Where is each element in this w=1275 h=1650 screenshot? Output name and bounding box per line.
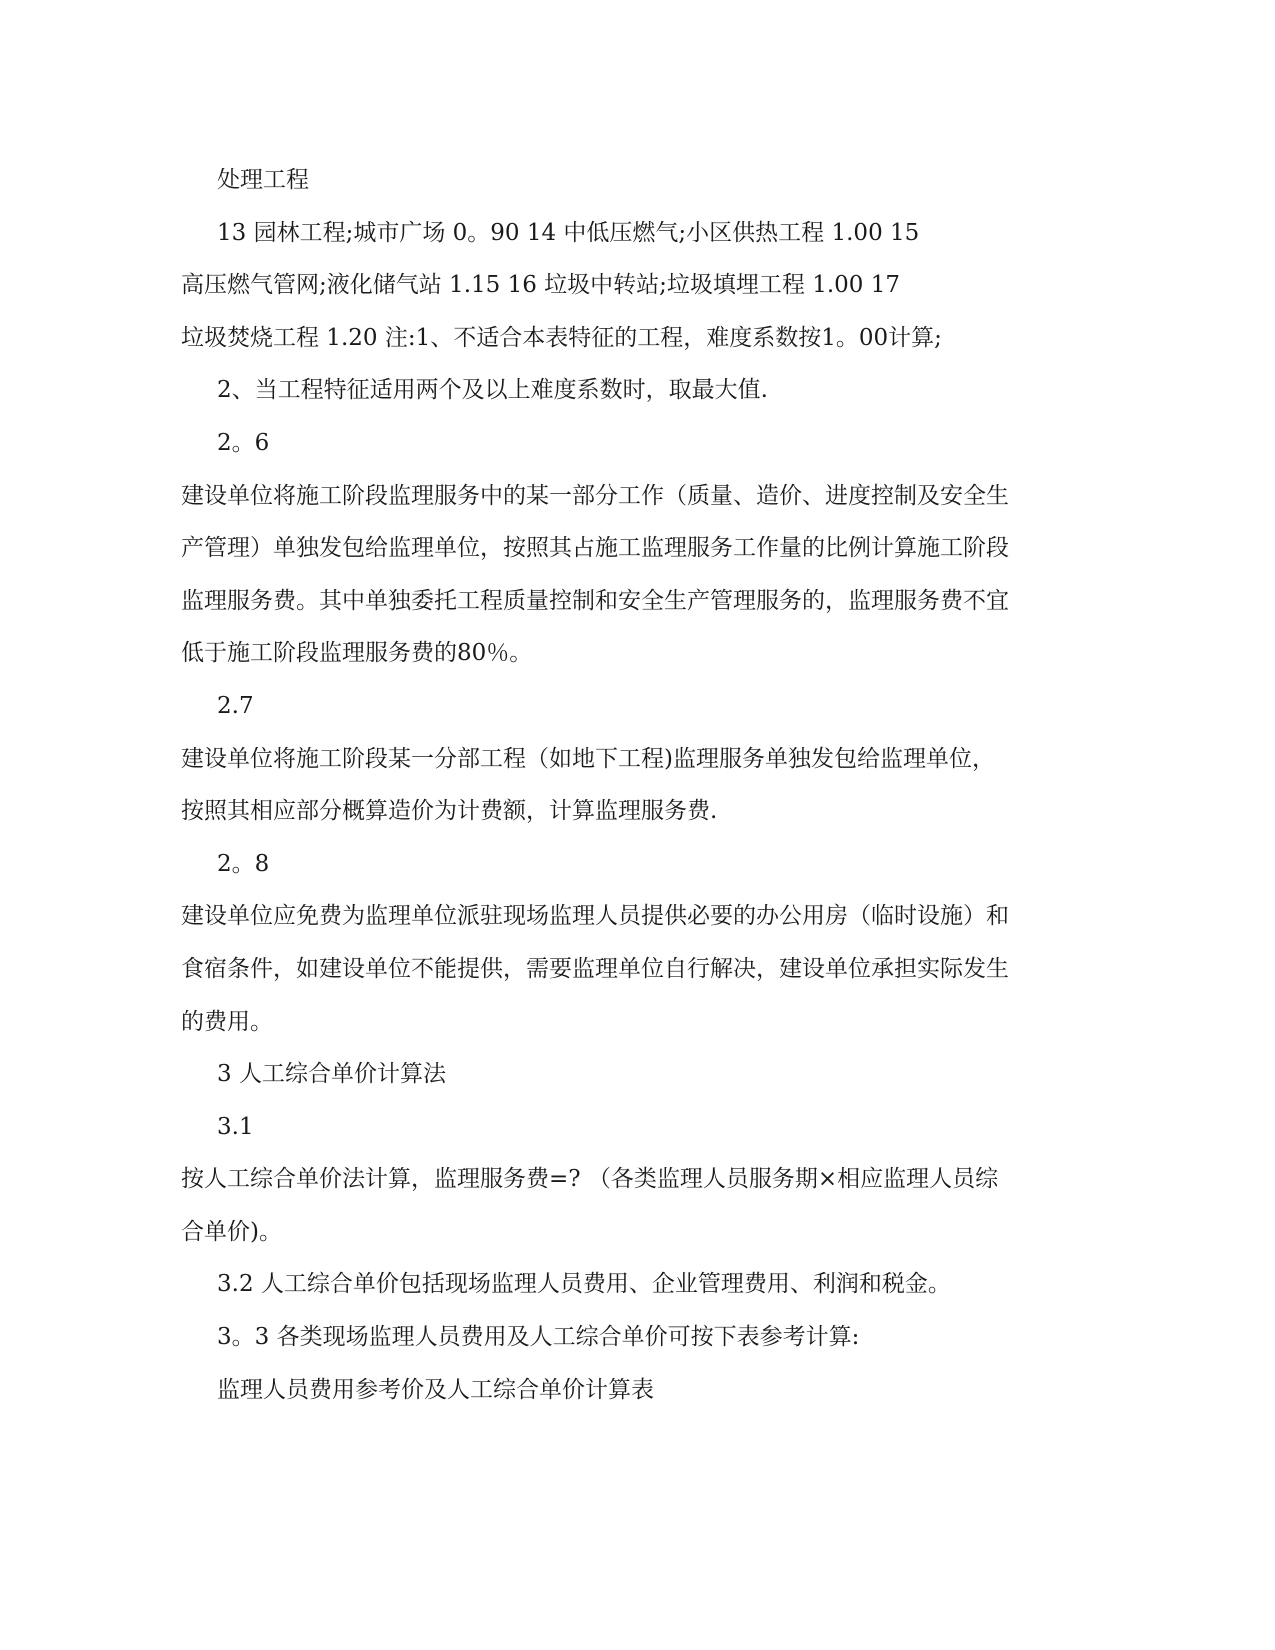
text-line: 低于施工阶段监理服务费的80％。: [181, 640, 533, 667]
text-line: 垃圾焚烧工程 1.20 注:1、不适合本表特征的工程，难度系数按1。00计算;: [181, 324, 942, 351]
text-line: 建设单位将施工阶段监理服务中的某一部分工作（质量、造价、进度控制及安全生: [181, 482, 1009, 509]
text-line: 建设单位将施工阶段某一分部工程（如地下工程)监理服务单独发包给监理单位，: [181, 745, 995, 772]
text-line: 产管理）单独发包给监理单位，按照其占施工监理服务工作量的比例计算施工阶段: [181, 535, 1009, 562]
document-body: [181, 160, 1071, 1422]
text-line: 建设单位应免费为监理单位派驻现场监理人员提供必要的办公用房（临时设施）和: [181, 903, 1009, 930]
text-line: 处理工程: [217, 167, 309, 193]
section-number: 2。6: [217, 429, 270, 456]
table-caption: 监理人员费用参考价及人工综合单价计算表: [217, 1376, 654, 1403]
text-line: 监理服务费。其中单独委托工程质量控制和安全生产管理服务的，监理服务费不宜: [181, 587, 1009, 614]
text-line: 2、当工程特征适用两个及以上难度系数时，取最大值.: [217, 377, 768, 404]
section-heading: 3 人工综合单价计算法: [217, 1061, 446, 1088]
text-line: 按照其相应部分概算造价为计费额，计算监理服务费.: [181, 798, 718, 825]
text-line: 按人工综合单价法计算，监理服务费=? （各类监理人员服务期×相应监理人员综: [181, 1166, 999, 1193]
section-number: 3.1: [217, 1113, 254, 1140]
section-number: 2。8: [217, 850, 270, 877]
text-line: 3。3 各类现场监理人员费用及人工综合单价可按下表参考计算:: [217, 1324, 860, 1351]
text-line: 合单价)。: [181, 1218, 282, 1245]
text-line: 的费用。: [181, 1008, 273, 1035]
text-line: 高压燃气管网;液化储气站 1.15 16 垃圾中转站;垃圾填埋工程 1.00 17: [181, 272, 901, 299]
section-number: 2.7: [217, 692, 254, 719]
text-line: 13 园林工程;城市广场 0。90 14 中低压燃气;小区供热工程 1.00 15: [217, 219, 920, 246]
text-line: 食宿条件，如建设单位不能提供，需要监理单位自行解决，建设单位承担实际发生: [181, 955, 1009, 982]
text-line: 3.2 人工综合单价包括现场监理人员费用、企业管理费用、利润和税金。: [217, 1271, 951, 1298]
